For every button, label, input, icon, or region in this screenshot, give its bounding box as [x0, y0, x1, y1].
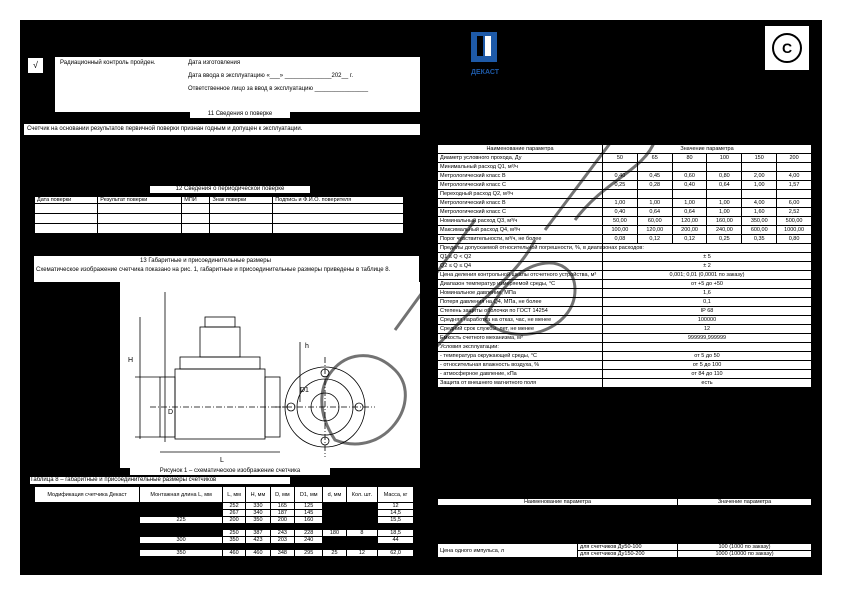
- periodic-header-result: Результат поверки: [98, 197, 182, 204]
- param-row: Средний срок службы, лет, не менее 12: [438, 325, 812, 334]
- param-row: Метрологический класс В 1,00 1,00 1,00 1,00 4,00 6,00: [438, 199, 812, 208]
- pulse-row: Цена одного импульса, л для счетчиков Ду50-100 100 (1000 по заказу): [438, 544, 812, 551]
- dimension-L-label: L: [220, 457, 224, 464]
- document-frame: [20, 20, 822, 575]
- param-row: - температура окружающей среды, °С от 5 до 50: [438, 352, 812, 361]
- periodic-verification-title: 12 Сведения о периодической поверке: [150, 186, 310, 193]
- t8-header: D, мм: [270, 487, 294, 503]
- periodic-verification-table: [34, 196, 404, 234]
- param-row: Диапазон температур измеряемой среды, °С от +5 до +50: [438, 280, 812, 289]
- radiation-control-text: Радиационный контроль пройден.: [60, 60, 156, 66]
- periodic-row-empty: [35, 214, 404, 224]
- param-row: Условия эксплуатации:: [438, 343, 812, 352]
- param-row: Средняя наработка на отказ, час, не менее 100000: [438, 316, 812, 325]
- param-row: Метрологический класс С 0,25 0,28 0,40 0,64 1,00 1,57: [438, 181, 812, 190]
- t8-header: Монтажная длина L, мм: [140, 487, 223, 503]
- t8-header: L, мм: [222, 487, 245, 503]
- brand-logo-text: ДЕКАСТ: [471, 69, 499, 76]
- dimension-h-label: h: [305, 343, 309, 350]
- param-row: Цена деления контрольной шкалы отсчетного устройства, м³ 0,001; 0,01 (0,0001 по заказу): [438, 271, 812, 280]
- param-row: - относительная влажность воздуха, % от 5 до 100: [438, 361, 812, 370]
- param-row: Потеря давления на Q4, МПа, не более 0,1: [438, 298, 812, 307]
- periodic-header-date: Дата поверки: [35, 197, 98, 204]
- param-row: Пределы допускаемой относительной погрешности, %, в диапазонах расходов:: [438, 244, 812, 253]
- pulse-parameters-table: [437, 498, 812, 558]
- dimensions-description: Схематическое изображение счетчика показано на рис. 1, габаритные и присоединительные размеры приведены в таблице 8.: [36, 267, 391, 273]
- t8-row: 252 330 165 125 12: [35, 503, 414, 510]
- dekast-logo-icon: [465, 30, 505, 64]
- figure-caption: Рисунок 1 – схематическое изображение счетчика: [130, 468, 330, 475]
- param-row: Номинальный расход Q3, м³/ч 50,00 60,00 120,00 160,00 350,00 500,00: [438, 217, 812, 226]
- periodic-header-mark: Знак поверки: [210, 197, 273, 204]
- param-row: Q1 ≤ Q < Q2 ± 5: [438, 253, 812, 262]
- certification-mark: [765, 26, 809, 70]
- periodic-row-empty: [35, 224, 404, 234]
- param-row: Номинальное давление, МПа 1,6: [438, 289, 812, 298]
- t8-row: 225 200 350 200 160 15,5: [35, 517, 414, 524]
- pulse-header-name: Наименование параметра: [438, 499, 678, 506]
- param-row: Метрологический класс В 0,40 0,45 0,60 0,80 2,00 4,00: [438, 172, 812, 181]
- t8-header: H, мм: [246, 487, 270, 503]
- param-row: Емкость счетного механизма, м³ 999999,999999: [438, 334, 812, 343]
- periodic-header-signature: Подпись и Ф.И.О. поверителя: [273, 197, 404, 204]
- manufacture-date-text: Дата изготовления: [188, 60, 241, 66]
- param-row: Защита от внешнего магнитного поля есть: [438, 379, 812, 388]
- top-check-box: √: [27, 57, 44, 74]
- param-row: Q2 ≤ Q ≤ Q4 ± 2: [438, 262, 812, 271]
- meter-schematic-drawing: [120, 282, 420, 468]
- t8-header: D1, мм: [295, 487, 323, 503]
- pulse-header-value: Значение параметра: [678, 499, 812, 506]
- pulse-price-label: Цена одного импульса, л: [438, 544, 578, 558]
- param-row: Степень защиты оболочки по ГОСТ 14254 IP 68: [438, 307, 812, 316]
- dimension-D-label: D: [168, 409, 174, 416]
- t8-row: 350 460 460 348 295 25 12 62,0: [35, 550, 414, 557]
- verification-result-text: Счетчик на основании результатов первичной поверки признан годным и допущен к эксплуатации.: [27, 126, 303, 132]
- param-header-value: Значение параметра: [603, 145, 812, 154]
- periodic-header-mpi: МПИ: [182, 197, 210, 204]
- responsible-person-text: Ответственное лицо за ввод в эксплуатацию ________________: [188, 86, 369, 92]
- commission-date-text: Дата ввода в эксплуатацию «___» ______________202__ г.: [188, 73, 353, 79]
- param-header-name: Наименование параметра: [438, 145, 603, 154]
- periodic-row-empty: [35, 204, 404, 214]
- param-row: - атмосферное давление, кПа от 84 до 110: [438, 370, 812, 379]
- dimensions-section-title: 13 Габаритные и присоединительные размеры: [140, 258, 271, 264]
- t8-row: 300 350 423 203 240 44: [35, 537, 414, 544]
- verification-section-title: 11 Сведения о поверке: [190, 111, 290, 118]
- param-row: Минимальный расход Q1, м³/ч: [438, 163, 812, 172]
- brand-logo: [465, 30, 505, 80]
- certification-mark-icon: C: [772, 33, 802, 63]
- t8-header: Кол. шт.: [346, 487, 378, 503]
- param-row-dn: Диаметр условного прохода, Ду 50 65 80 100 150 200: [438, 154, 812, 163]
- t8-header: d, мм: [323, 487, 346, 503]
- table-8-dimensions: [34, 486, 414, 557]
- table8-title: Таблица 8 – габаритные и присоединительные размеры счетчиков: [30, 477, 290, 484]
- pulse-row: для счетчиков Ду150-200 1000 (10000 по заказу): [438, 551, 812, 558]
- dimension-H-label: H: [128, 357, 134, 364]
- param-row: Переходный расход Q2, м³/ч: [438, 190, 812, 199]
- technical-parameters-table: [437, 144, 812, 388]
- t8-header: Модификация счетчика Декаст: [35, 487, 140, 503]
- t8-row: 250 387 243 228 180 8 18,5: [35, 530, 414, 537]
- param-row: Максимальный расход Q4, м³/ч 100,00 120,00 200,00 240,00 600,00 1000,00: [438, 226, 812, 235]
- dimension-D1-label: D1: [300, 387, 309, 394]
- t8-row: 267 340 187 145 14,5: [35, 510, 414, 517]
- t8-header: Масса, кг: [378, 487, 414, 503]
- param-row: Метрологический класс С 0,40 0,64 0,64 1,00 1,60 2,52: [438, 208, 812, 217]
- param-row: Порог чувствительности, м³/ч, не более 0,08 0,12 0,12 0,25 0,35 0,80: [438, 235, 812, 244]
